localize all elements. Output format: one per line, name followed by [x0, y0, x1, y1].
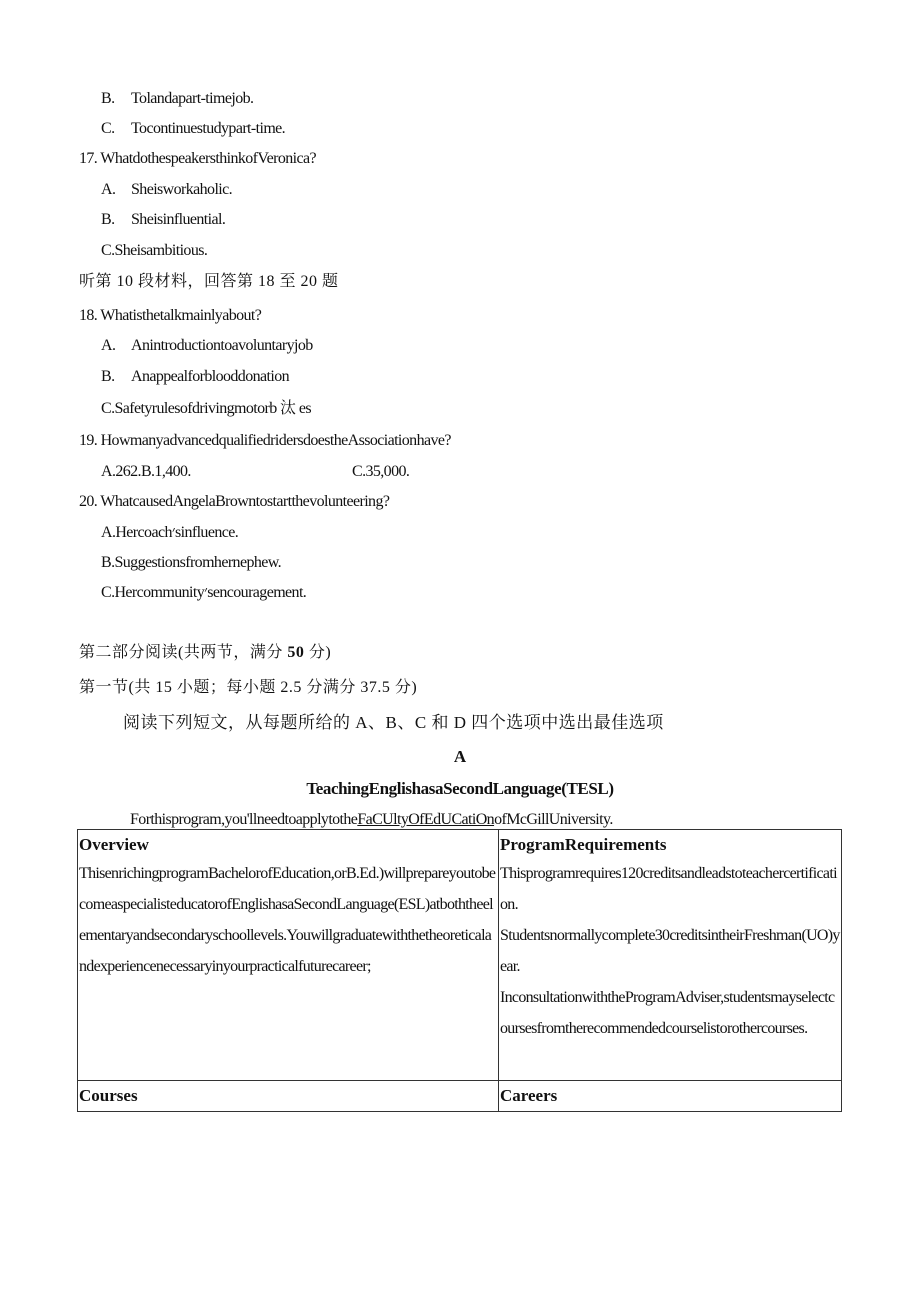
- reading-part-title: 第二部分阅读(共两节，满分 50 分): [79, 644, 332, 661]
- requirements-heading: ProgramRequirements: [500, 835, 667, 854]
- passage-letter: A: [453, 747, 467, 766]
- q17-option-b: B. Sheisinfluential.: [101, 211, 226, 228]
- overview-text: ThisenrichingprogramBachelorofEducation,orB.Ed.)willprepareyoutobecomeaspecialisteducatorofEnglishasaSecondLanguage(ESL)atboththeelementaryandsecondaryschoollevels.Youwillgraduatewiththetheoreticalandexperiencenecessaryinyourpracticalfuturecareer;: [79, 865, 496, 975]
- q19-options-ab: A.262.B.1,400.: [101, 463, 191, 480]
- courses-cell: [78, 1081, 499, 1112]
- program-info-table: [77, 829, 842, 1112]
- q20-option-a: A.Hercoach׳sinfluence.: [101, 524, 239, 541]
- q16-option-b: B. Tolandapart-timejob.: [101, 90, 254, 107]
- q20-option-b: B.Suggestionsfromhernephew.: [101, 554, 282, 571]
- passage-title: TeachingEnglishasaSecondLanguage(TESL): [306, 779, 614, 798]
- careers-heading: Careers: [500, 1086, 558, 1105]
- faculty-of-education-link[interactable]: FaCUltyOfEdUCatiOn: [357, 811, 495, 828]
- q19-stem: 19. HowmanyadvancedqualifiedridersdoestheAssociationhave?: [79, 432, 451, 449]
- table-row: [78, 1081, 842, 1112]
- q18-option-a: A. Anintroductiontoavoluntaryjob: [101, 337, 313, 354]
- courses-heading: Courses: [79, 1086, 138, 1105]
- requirements-line: Studentsnormallycomplete30creditsintheirFreshman(UO)year.: [500, 927, 840, 975]
- requirements-line: InconsultationwiththeProgramAdviser,studentsmayselectcoursesfromtherecommendedcourselistorothercourses.: [500, 989, 835, 1037]
- q17-option-c: C.Sheisambitious.: [101, 242, 208, 259]
- q18-option-b: B. Anappealforblooddonation: [101, 368, 289, 385]
- overview-cell: [78, 830, 499, 1081]
- q17-stem: 17. WhatdothespeakersthinkofVeronica?: [79, 150, 316, 167]
- q18-option-c: C.Safetyrulesofdrivingmotorb 汰 es: [101, 400, 311, 417]
- q19-option-c: C.35,000.: [352, 463, 410, 480]
- q20-stem: 20. WhatcausedAngelaBrowntostartthevolunteering?: [79, 493, 390, 510]
- passage-intro: Forthisprogram,you'llneedtoapplytotheFaCUltyOfEdUCatiOnofMcGillUniversity.: [130, 811, 613, 828]
- q18-stem: 18. Whatisthetalkmainlyabout?: [79, 307, 262, 324]
- requirements-line: Thisprogramrequires120creditsandleadstoteachercertification.: [500, 865, 837, 913]
- listening-section-10-heading: 听第 10 段材料，回答第 18 至 20 题: [79, 273, 339, 290]
- q17-option-a: A. Sheisworkaholic.: [101, 181, 233, 198]
- requirements-cell: [499, 830, 842, 1081]
- q16-option-c: C. Tocontinuestudypart-time.: [101, 120, 286, 137]
- table-row: [78, 830, 842, 1081]
- reading-instruction: 阅读下列短文，从每题所给的 A、B、C 和 D 四个选项中选出最佳选项: [123, 713, 664, 732]
- careers-cell: [499, 1081, 842, 1112]
- q20-option-c: C.Hercommunity׳sencouragement.: [101, 584, 307, 601]
- overview-heading: Overview: [79, 835, 149, 854]
- reading-section-title: 第一节(共 15 小题；每小题 2.5 分满分 37.5 分): [79, 679, 418, 696]
